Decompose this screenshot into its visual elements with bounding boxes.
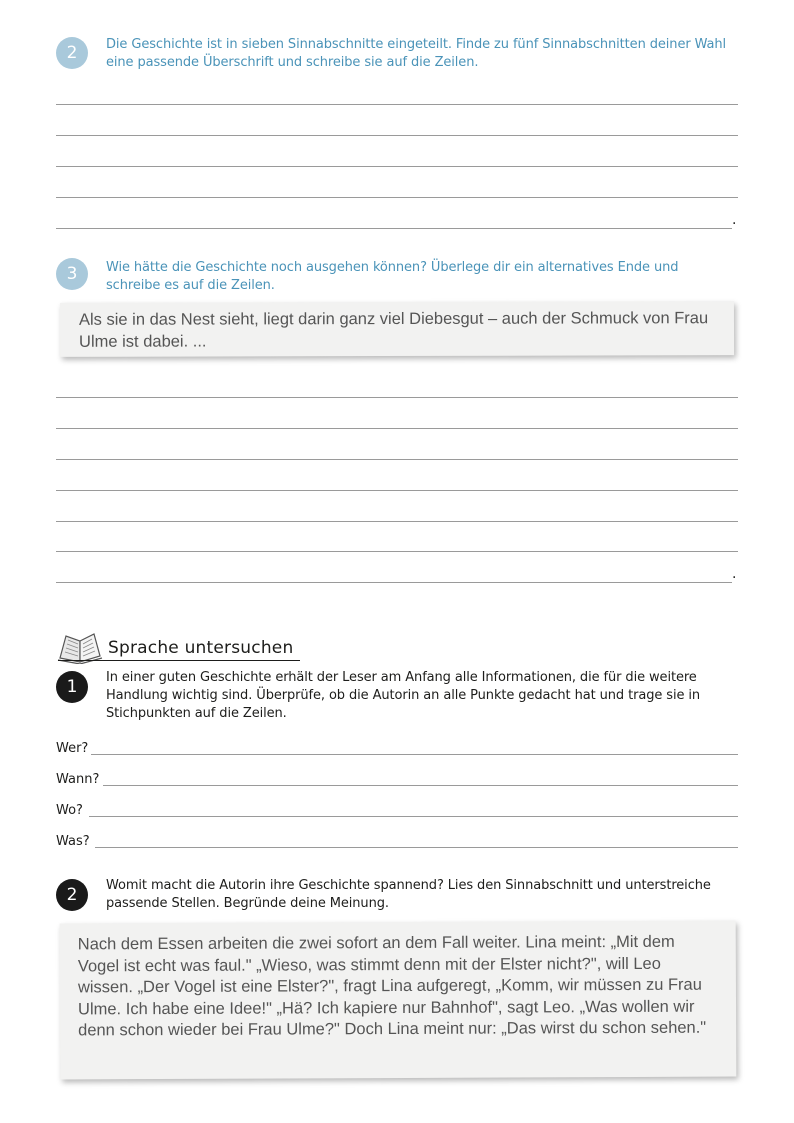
task-number-badge bbox=[56, 258, 88, 290]
writing-line[interactable] bbox=[56, 166, 738, 167]
line-end-dot: . bbox=[732, 212, 737, 228]
field-line-wer[interactable] bbox=[91, 754, 738, 755]
open-book-icon bbox=[56, 628, 104, 664]
task-instruction: Die Geschichte ist in sieben Sinnabschnitte eingeteilt. Finde zu fünf Sinnabschnitten deiner Wahl eine passende Überschrift und schreibe sie auf die Zeilen. bbox=[106, 37, 727, 70]
writing-line[interactable] bbox=[56, 428, 738, 429]
writing-line[interactable] bbox=[56, 490, 738, 491]
writing-line[interactable] bbox=[56, 551, 738, 552]
task-instruction: Womit macht die Autorin ihre Geschichte spannend? Lies den Sinnabschnitt und unterstreiche passende Stellen. Begründe deine Meinung. bbox=[106, 878, 711, 911]
field-label-wo: Wo? bbox=[56, 803, 83, 818]
writing-line[interactable] bbox=[56, 135, 738, 136]
task-number-badge bbox=[56, 671, 88, 703]
writing-line[interactable] bbox=[56, 459, 738, 460]
task-number: 1 bbox=[66, 677, 78, 697]
field-line-wann[interactable] bbox=[103, 785, 738, 786]
task-number: 2 bbox=[66, 43, 78, 63]
writing-line[interactable] bbox=[56, 228, 732, 229]
task-number: 2 bbox=[66, 885, 78, 905]
story-note-text: Als sie in das Nest sieht, liegt darin ganz viel Diebesgut – auch der Schmuck von Frau Ulme ist dabei. ... bbox=[78, 309, 709, 351]
field-line-wo[interactable] bbox=[89, 816, 738, 817]
field-line-was[interactable] bbox=[95, 847, 738, 848]
story-passage-text: Nach dem Essen arbeiten die zwei sofort an dem Fall weiter. Lina meint: „Mit dem Vogel ist echt was faul." „Wieso, was stimmt denn mit der Elster nicht?", will Leo wissen. „Der Vogel ist eine Elster?", fragt Lina aufgeregt, „Komm, wir müssen zu Frau Ulme. Ich habe eine Idee!" „Hä? Ich kapiere nur Bahnhof", sagt Leo. „Was wollen wir denn schon wieder bei Frau Ulme?" Doch Lina meint nur: „Das wirst du schon sehen." bbox=[77, 932, 707, 1040]
task-instruction: Wie hätte die Geschichte noch ausgehen können? Überlege dir ein alternatives Ende und schreibe es auf die Zeilen. bbox=[106, 260, 679, 293]
task-number-badge bbox=[56, 37, 88, 69]
story-passage bbox=[60, 921, 737, 1080]
field-label-wann: Wann? bbox=[56, 772, 100, 787]
writing-line[interactable] bbox=[56, 521, 738, 522]
writing-line[interactable] bbox=[56, 197, 738, 198]
story-note bbox=[60, 301, 734, 357]
field-label-wer: Wer? bbox=[56, 741, 89, 756]
task-instruction: In einer guten Geschichte erhält der Leser am Anfang alle Informationen, die für die weitere Handlung wichtig sind. Überprüfe, ob die Autorin an alle Punkte gedacht hat und trage sie in Stichpunkten auf die Zeilen. bbox=[106, 670, 701, 721]
writing-line[interactable] bbox=[56, 104, 738, 105]
task-number-badge bbox=[56, 879, 88, 911]
writing-line[interactable] bbox=[56, 397, 738, 398]
writing-line[interactable] bbox=[56, 582, 732, 583]
field-label-was: Was? bbox=[56, 834, 90, 849]
section-heading: Sprache untersuchen bbox=[108, 638, 294, 658]
line-end-dot: . bbox=[732, 566, 737, 582]
task-number: 3 bbox=[66, 264, 78, 284]
heading-underline bbox=[58, 660, 300, 661]
